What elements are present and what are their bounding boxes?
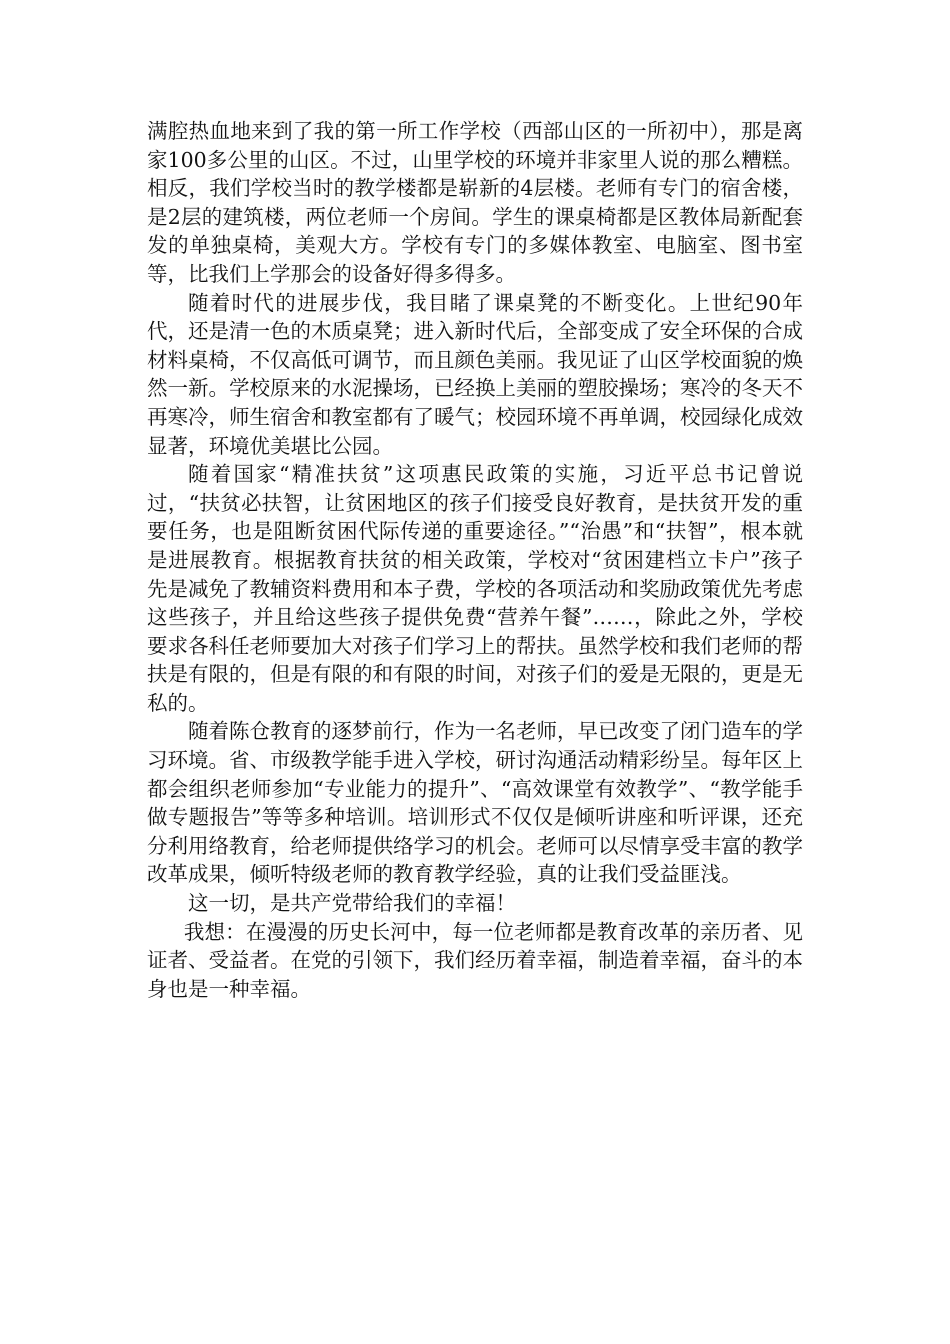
paragraph-2: 随着时代的进展步伐，我目睹了课桌凳的不断变化。上世纪90年代，还是清一色的木质桌凳；进入新时代后，全部变成了安全环保的合成材料桌椅，不仅高低可调节，而且颜色美丽。我见证了山区学校面貌的焕然一新。学校原来的水泥操场，已经换上美丽的塑胶操场；寒冷的冬天不再寒冷，师生宿舍和教室都有了暖气；校园环境不再单调，校园绿化成效显著，环境优美堪比公园。 <box>147 290 803 458</box>
document-body <box>147 117 803 1003</box>
paragraph-1: 满腔热血地来到了我的第一所工作学校（西部山区的一所初中），那是离家100多公里的山区。不过，山里学校的环境并非家里人说的那么糟糕。相反，我们学校当时的教学楼都是崭新的4层楼。老师有专门的宿舍楼，是2层的建筑楼，两位老师一个房间。学生的课桌椅都是区教体局新配套发的单独桌椅，美观大方。学校有专门的多媒体教室、电脑室、图书室等，比我们上学那会的设备好得多得多。 <box>147 119 803 286</box>
paragraph-3: 随着国家“精准扶贫”这项惠民政策的实施，习近平总书记曾说过，“扶贫必扶智，让贫困地区的孩子们接受良好教育，是扶贫开发的重要任务，也是阻断贫困代际传递的重要途径。”“治愚”和“扶智”，根本就是进展教育。根据教育扶贫的相关政策，学校对“贫困建档立卡户”孩子先是减免了教辅资料费用和本子费，学校的各项活动和奖励政策优先考虑这些孩子，并且给这些孩子提供免费“营养午餐”……，除此之外，学校要求各科任老师要加大对孩子们学习上的帮扶。虽然学校和我们老师的帮扶是有限的，但是有限的和有限的时间，对孩子们的爱是无限的，更是无私的。 <box>147 462 803 715</box>
paragraph-5: 这一切，是共产党带给我们的幸福！ <box>188 891 516 916</box>
paragraph-4: 随着陈仓教育的逐梦前行，作为一名老师，早已改变了闭门造车的学习环境。省、市级教学能手进入学校，研讨沟通活动精彩纷呈。每年区上都会组织老师参加“专业能力的提升”、“高效课堂有效教学”、“教学能手做专题报告”等等多种培训。培训形式不仅仅是倾听讲座和听评课，还充分利用络教育，给老师提供络学习的机会。老师可以尽情享受丰富的教学改革成果，倾听特级老师的教育教学经验，真的让我们受益匪浅。 <box>147 719 803 887</box>
paragraph-6: 我想：在漫漫的历史长河中，每一位老师都是教育改革的亲历者、见证者、受益者。在党的引领下，我们经历着幸福，制造着幸福，奋斗的本身也是一种幸福。 <box>147 919 803 1001</box>
